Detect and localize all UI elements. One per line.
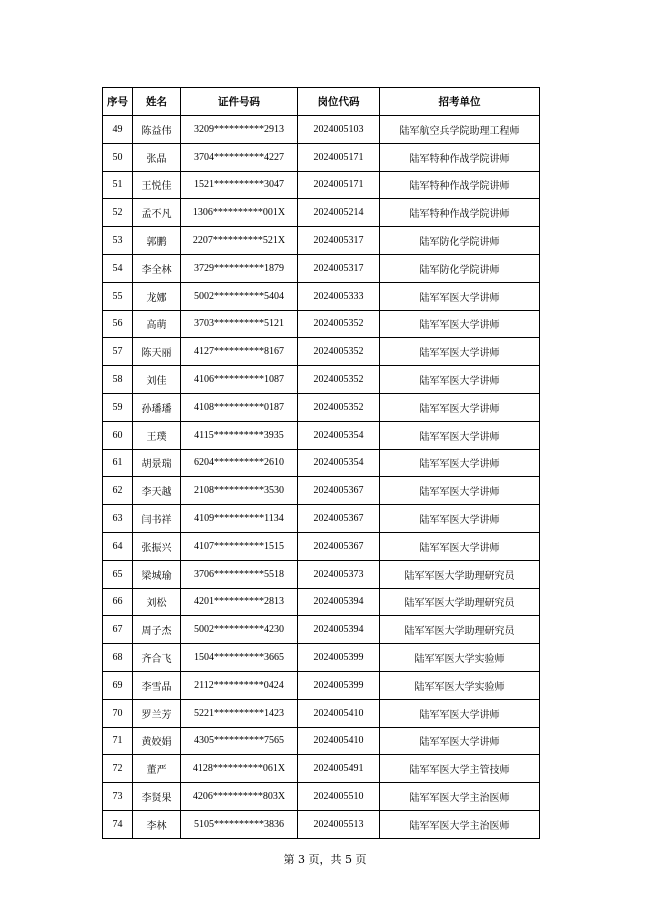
- cell-code: 2024005333: [298, 282, 380, 310]
- cell-id: 1521**********3047: [181, 171, 298, 199]
- cell-name: 刘佳: [133, 366, 181, 394]
- table-row: [103, 810, 540, 838]
- cell-seq: 74: [103, 810, 133, 838]
- cell-id: 5105**********3836: [181, 810, 298, 838]
- cell-seq: 61: [103, 449, 133, 477]
- cell-code: 2024005394: [298, 616, 380, 644]
- cell-unit: 陆军军医大学讲师: [380, 477, 540, 505]
- cell-seq: 72: [103, 755, 133, 783]
- cell-name: 董严: [133, 755, 181, 783]
- table-row: [103, 449, 540, 477]
- cell-name: 王悦佳: [133, 171, 181, 199]
- cell-unit: 陆军军医大学主治医师: [380, 783, 540, 811]
- table-row: [103, 727, 540, 755]
- cell-unit: 陆军军医大学讲师: [380, 310, 540, 338]
- cell-unit: 陆军军医大学讲师: [380, 727, 540, 755]
- cell-name: 周子杰: [133, 616, 181, 644]
- cell-code: 2024005410: [298, 699, 380, 727]
- cell-name: 王璞: [133, 421, 181, 449]
- table-row: [103, 227, 540, 255]
- cell-code: 2024005367: [298, 477, 380, 505]
- cell-id: 4115**********3935: [181, 421, 298, 449]
- table-row: [103, 366, 540, 394]
- cell-code: 2024005373: [298, 560, 380, 588]
- cell-id: 2112**********0424: [181, 671, 298, 699]
- cell-seq: 66: [103, 588, 133, 616]
- cell-name: 李林: [133, 810, 181, 838]
- table-row: [103, 116, 540, 144]
- cell-unit: 陆军军医大学讲师: [380, 699, 540, 727]
- header-id: 证件号码: [181, 88, 298, 116]
- cell-name: 罗兰芳: [133, 699, 181, 727]
- cell-code: 2024005317: [298, 254, 380, 282]
- table-row: [103, 477, 540, 505]
- cell-unit: 陆军军医大学主治医师: [380, 810, 540, 838]
- cell-id: 2207**********521X: [181, 227, 298, 255]
- cell-id: 3703**********5121: [181, 310, 298, 338]
- cell-seq: 58: [103, 366, 133, 394]
- cell-name: 闫书祥: [133, 505, 181, 533]
- table-row: [103, 310, 540, 338]
- cell-name: 齐合飞: [133, 644, 181, 672]
- cell-id: 3729**********1879: [181, 254, 298, 282]
- cell-name: 李雪晶: [133, 671, 181, 699]
- cell-name: 李全林: [133, 254, 181, 282]
- cell-seq: 68: [103, 644, 133, 672]
- cell-name: 陈益伟: [133, 116, 181, 144]
- cell-name: 梁城瑜: [133, 560, 181, 588]
- cell-code: 2024005399: [298, 644, 380, 672]
- cell-seq: 55: [103, 282, 133, 310]
- cell-name: 张晶: [133, 143, 181, 171]
- cell-code: 2024005171: [298, 171, 380, 199]
- cell-id: 4109**********1134: [181, 505, 298, 533]
- table-row: [103, 671, 540, 699]
- table-row: [103, 699, 540, 727]
- cell-code: 2024005171: [298, 143, 380, 171]
- cell-unit: 陆军特种作战学院讲师: [380, 171, 540, 199]
- roster-table: [102, 87, 540, 839]
- cell-id: 3704**********4227: [181, 143, 298, 171]
- cell-code: 2024005513: [298, 810, 380, 838]
- cell-seq: 73: [103, 783, 133, 811]
- cell-id: 6204**********2610: [181, 449, 298, 477]
- cell-code: 2024005410: [298, 727, 380, 755]
- table-row: [103, 254, 540, 282]
- cell-name: 孟不凡: [133, 199, 181, 227]
- cell-seq: 50: [103, 143, 133, 171]
- cell-seq: 57: [103, 338, 133, 366]
- cell-unit: 陆军军医大学讲师: [380, 393, 540, 421]
- table-row: [103, 282, 540, 310]
- cell-id: 3706**********5518: [181, 560, 298, 588]
- cell-unit: 陆军军医大学助理研究员: [380, 616, 540, 644]
- cell-unit: 陆军军医大学助理研究员: [380, 560, 540, 588]
- cell-code: 2024005214: [298, 199, 380, 227]
- cell-code: 2024005354: [298, 421, 380, 449]
- cell-id: 1306**********001X: [181, 199, 298, 227]
- cell-seq: 53: [103, 227, 133, 255]
- cell-seq: 52: [103, 199, 133, 227]
- table-body: [103, 116, 540, 839]
- cell-seq: 69: [103, 671, 133, 699]
- table-row: [103, 588, 540, 616]
- cell-unit: 陆军军医大学讲师: [380, 282, 540, 310]
- cell-id: 4305**********7565: [181, 727, 298, 755]
- cell-seq: 60: [103, 421, 133, 449]
- cell-seq: 51: [103, 171, 133, 199]
- cell-name: 黄姣娟: [133, 727, 181, 755]
- table-row: [103, 338, 540, 366]
- cell-unit: 陆军军医大学讲师: [380, 338, 540, 366]
- cell-name: 郭鹏: [133, 227, 181, 255]
- table-row: [103, 421, 540, 449]
- cell-seq: 49: [103, 116, 133, 144]
- cell-id: 3209**********2913: [181, 116, 298, 144]
- cell-name: 陈天丽: [133, 338, 181, 366]
- cell-code: 2024005367: [298, 505, 380, 533]
- cell-code: 2024005367: [298, 532, 380, 560]
- cell-unit: 陆军军医大学助理研究员: [380, 588, 540, 616]
- cell-code: 2024005352: [298, 310, 380, 338]
- cell-seq: 64: [103, 532, 133, 560]
- cell-name: 孙璠璠: [133, 393, 181, 421]
- cell-seq: 56: [103, 310, 133, 338]
- cell-code: 2024005352: [298, 338, 380, 366]
- cell-name: 高萌: [133, 310, 181, 338]
- cell-code: 2024005394: [298, 588, 380, 616]
- cell-seq: 67: [103, 616, 133, 644]
- cell-name: 李天越: [133, 477, 181, 505]
- cell-seq: 63: [103, 505, 133, 533]
- cell-unit: 陆军军医大学讲师: [380, 366, 540, 394]
- table-row: [103, 755, 540, 783]
- header-seq: 序号: [103, 88, 133, 116]
- cell-seq: 62: [103, 477, 133, 505]
- cell-unit: 陆军航空兵学院助理工程师: [380, 116, 540, 144]
- cell-code: 2024005399: [298, 671, 380, 699]
- cell-name: 刘松: [133, 588, 181, 616]
- cell-unit: 陆军军医大学讲师: [380, 532, 540, 560]
- cell-seq: 54: [103, 254, 133, 282]
- cell-seq: 65: [103, 560, 133, 588]
- cell-seq: 71: [103, 727, 133, 755]
- cell-id: 4206**********803X: [181, 783, 298, 811]
- cell-id: 4128**********061X: [181, 755, 298, 783]
- cell-code: 2024005354: [298, 449, 380, 477]
- cell-unit: 陆军军医大学主管技师: [380, 755, 540, 783]
- cell-code: 2024005510: [298, 783, 380, 811]
- cell-unit: 陆军军医大学实验师: [380, 644, 540, 672]
- cell-unit: 陆军军医大学实验师: [380, 671, 540, 699]
- cell-seq: 59: [103, 393, 133, 421]
- table-row: [103, 532, 540, 560]
- cell-id: 4127**********8167: [181, 338, 298, 366]
- cell-id: 4107**********1515: [181, 532, 298, 560]
- cell-id: 5221**********1423: [181, 699, 298, 727]
- cell-unit: 陆军特种作战学院讲师: [380, 143, 540, 171]
- cell-name: 胡景瑞: [133, 449, 181, 477]
- header-unit: 招考单位: [380, 88, 540, 116]
- cell-name: 李贤果: [133, 783, 181, 811]
- cell-unit: 陆军特种作战学院讲师: [380, 199, 540, 227]
- cell-unit: 陆军军医大学讲师: [380, 421, 540, 449]
- cell-unit: 陆军防化学院讲师: [380, 254, 540, 282]
- header-code: 岗位代码: [298, 88, 380, 116]
- table-row: [103, 644, 540, 672]
- table-header-row: [103, 88, 540, 116]
- cell-unit: 陆军防化学院讲师: [380, 227, 540, 255]
- cell-code: 2024005352: [298, 393, 380, 421]
- cell-unit: 陆军军医大学讲师: [380, 505, 540, 533]
- table-row: [103, 171, 540, 199]
- page-footer: 第 3 页，共 5 页: [283, 853, 367, 866]
- cell-unit: 陆军军医大学讲师: [380, 449, 540, 477]
- cell-code: 2024005491: [298, 755, 380, 783]
- cell-id: 4201**********2813: [181, 588, 298, 616]
- table-row: [103, 560, 540, 588]
- cell-id: 2108**********3530: [181, 477, 298, 505]
- cell-id: 4106**********1087: [181, 366, 298, 394]
- cell-code: 2024005103: [298, 116, 380, 144]
- cell-id: 5002**********5404: [181, 282, 298, 310]
- table-row: [103, 616, 540, 644]
- cell-id: 4108**********0187: [181, 393, 298, 421]
- cell-code: 2024005317: [298, 227, 380, 255]
- table-row: [103, 393, 540, 421]
- table-row: [103, 199, 540, 227]
- cell-id: 5002**********4230: [181, 616, 298, 644]
- cell-code: 2024005352: [298, 366, 380, 394]
- cell-seq: 70: [103, 699, 133, 727]
- cell-id: 1504**********3665: [181, 644, 298, 672]
- cell-name: 龙娜: [133, 282, 181, 310]
- table-row: [103, 783, 540, 811]
- cell-name: 张振兴: [133, 532, 181, 560]
- table-row: [103, 505, 540, 533]
- header-name: 姓名: [133, 88, 181, 116]
- table-row: [103, 143, 540, 171]
